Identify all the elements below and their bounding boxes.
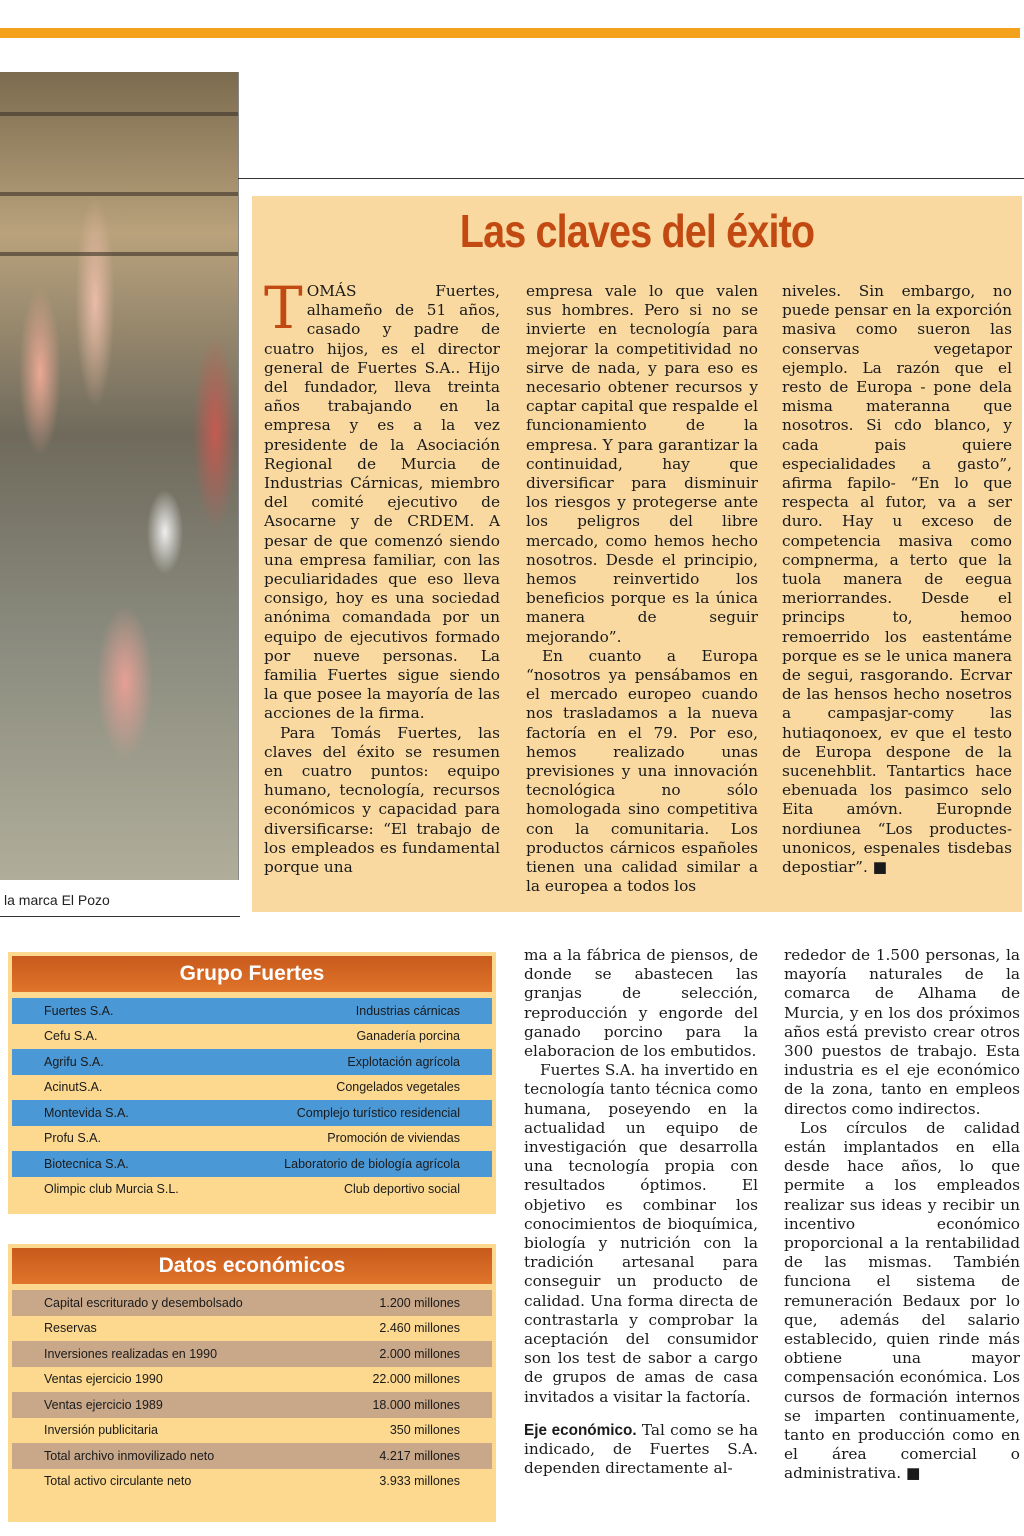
lower-column-1 <box>524 946 758 1478</box>
table-row <box>12 998 492 1024</box>
photo-rail <box>0 112 238 116</box>
article-column-1 <box>264 274 500 877</box>
lower-column-2 <box>784 946 1020 1484</box>
paragraph-text: Tal como se ha indicado, de Fuertes S.A. dependen directamente al- <box>524 1420 759 1478</box>
divider <box>238 178 1024 179</box>
table-row <box>12 1151 492 1177</box>
company-activity: Ganadería porcina <box>356 1029 460 1044</box>
grupo-fuertes-table <box>8 952 496 1214</box>
drop-cap: T <box>264 274 303 342</box>
table-row <box>12 1341 492 1367</box>
article-column-2 <box>526 282 758 897</box>
table-row <box>12 1100 492 1126</box>
company-name: Cefu S.A. <box>44 1029 98 1044</box>
table-row <box>12 1316 492 1342</box>
data-value: 2.460 millones <box>379 1321 460 1336</box>
table-row <box>12 1443 492 1469</box>
company-name: Montevida S.A. <box>44 1105 129 1120</box>
paragraph: rededor de 1.500 personas, la mayoría naturales de la comarca de Alhama de Murcia, y en los dos próximos años está previsto crear otros 300 puestos de trabajo. Esta industria es el eje económico de la zona, tanto en empleos directos como indirectos. <box>784 946 1020 1118</box>
data-label: Inversiones realizadas en 1990 <box>44 1346 218 1361</box>
table-row <box>12 1049 492 1075</box>
table-row <box>12 1024 492 1050</box>
paragraph <box>524 1421 758 1479</box>
data-value: 350 millones <box>389 1423 460 1438</box>
data-label: Reservas <box>44 1321 97 1336</box>
data-label: Total archivo inmovilizado neto <box>44 1448 215 1463</box>
paragraph: OMÁS Fuertes, alhameño de 51 años, casado y padre de cuatro hijos, es el director general de Fuertes S.A.. Hijo del fundador, lleva treinta años trabajando en la empresa y es a la vez presidente de la Asociación Regional de Murcia de Industrias Cárnicas, miembro del comité ejecutivo de Asocarne y de CRDEM. A pesar de que comenzó siendo una empresa familiar, con las peculiaridades que eso lleva consigo, hoy es una sociedad anónima comandada por un equipo de ejecutivos formado por nueve personas. La familia Fuertes sigue siendo la que posee la mayoría de las acciones de la firma. <box>264 282 500 723</box>
photo-rail <box>0 252 238 256</box>
table-row <box>12 1392 492 1418</box>
top-accent-bar <box>0 28 1020 38</box>
company-name: Olimpic club Murcia S.L. <box>44 1182 179 1197</box>
article-title: Las claves del éxito <box>459 205 815 257</box>
company-activity: Explotación agrícola <box>347 1054 460 1069</box>
data-label: Ventas ejercicio 1990 <box>44 1372 163 1387</box>
datos-economicos-table <box>8 1244 496 1522</box>
table-row <box>12 1290 492 1316</box>
paragraph: ma a la fábrica de piensos, de donde se abastecen las granjas de selección, reproducción y engorde del ganado porcino para la elaboracion de los embutidos. <box>524 946 758 1061</box>
company-name: Agrifu S.A. <box>44 1054 104 1069</box>
paragraph: Fuertes S.A. ha invertido en tecnología tanto técnica como humana, poseyendo en la actualidad un equipo de investigación que desarrolla una tecnología propia con resultados óptimos. El objetivo es combinar los conocimientos de bioquímica, biología y nutrición con la tradición artesanal para conseguir un producto de calidad. Una forma directa de contrastarla y comprobar la aceptación del consumidor son los test de sabor a cargo de grupos de amas de casa invitados a visitar la factoría. <box>524 1061 758 1406</box>
data-value: 22.000 millones <box>372 1372 460 1387</box>
company-activity: Club deportivo social <box>343 1182 460 1197</box>
data-label: Ventas ejercicio 1989 <box>44 1397 163 1412</box>
data-value: 4.217 millones <box>379 1448 460 1463</box>
company-activity: Laboratorio de biología agrícola <box>284 1156 460 1171</box>
table-row <box>12 1418 492 1444</box>
data-label: Inversión publicitaria <box>44 1423 158 1438</box>
company-activity: Industrias cárnicas <box>355 1003 460 1018</box>
slaughterhouse-photo <box>0 72 239 880</box>
data-label: Total activo circulante neto <box>44 1474 192 1489</box>
data-value: 3.933 millones <box>379 1474 460 1489</box>
paragraph: En cuanto a Europa “nosotros ya pensábamos en el mercado europeo cuando nos trasladamos a la nueva factoría en el 79. Por eso, hemos realizado unas previsiones y una innovación tecnológica no sólo homologada sino competitiva con la comunitaria. Los productos cárnicos españoles tienen una calidad similar a la europea a todos los <box>526 646 758 896</box>
table-row <box>12 1177 492 1203</box>
table-row <box>12 1126 492 1152</box>
photo-caption: la marca El Pozo <box>4 892 110 908</box>
article-column-3 <box>782 282 1012 877</box>
company-activity: Congelados vegetales <box>336 1080 460 1095</box>
company-name: Biotecnica S.A. <box>44 1156 129 1171</box>
table-row <box>12 1367 492 1393</box>
table-row <box>12 1075 492 1101</box>
paragraph: Para Tomás Fuertes, las claves del éxito se resumen en cuatro puntos: equipo humano, tecnología, recursos económicos y capacidad para diversificarse: “El trabajo de los empleados es fundamental porque una <box>264 723 500 877</box>
table-row <box>12 1469 492 1495</box>
table-title: Grupo Fuertes <box>12 956 492 992</box>
company-activity: Complejo turístico residencial <box>296 1105 460 1120</box>
data-value: 2.000 millones <box>379 1346 460 1361</box>
company-name: AcinutS.A. <box>44 1080 103 1095</box>
table-title: Datos económicos <box>12 1248 492 1284</box>
data-label: Capital escriturado y desembolsado <box>44 1295 243 1310</box>
company-name: Profu S.A. <box>44 1131 101 1146</box>
data-value: 18.000 millones <box>372 1397 460 1412</box>
data-value: 1.200 millones <box>379 1295 460 1310</box>
photo-rail <box>0 192 238 196</box>
section-heading: Eje económico. <box>524 1421 637 1439</box>
paragraph: Los círculos de calidad están implantados en ella desde hace años, lo que permite a los empleados realizar sus ideas y recibir un incentivo económico proporcional a la rentabilidad de las mismas. También funciona el sistema de remuneración Bedaux por lo que, además del salario establecido, quien rinde más obtiene una mayor compensación económica. Los cursos de formación internos se imparten continuamente, tanto en producción como en el área comercial o administrativa. ■ <box>784 1118 1020 1483</box>
company-activity: Promoción de viviendas <box>327 1131 460 1146</box>
paragraph: empresa vale lo que valen sus hombres. Pero si no se invierte en tecnología para mejorar la competitividad no sirve de nada, y para eso es necesario obtener recursos y captar capital que respalde el funcionamiento de la empresa. Y para garantizar la continuidad, hay que diversificar para disminuir los riesgos y protegerse ante los peligros del libre mercado, como hemos hecho nosotros. Desde el principio, hemos reinvertido los beneficios porque es la única manera de seguir mejorando”. <box>526 282 758 646</box>
company-name: Fuertes S.A. <box>44 1003 114 1018</box>
paragraph: niveles. Sin embargo, no puede pensar en la exporción masiva como sueron las conservas vegetapor ejemplo. La razón que el resto de Europa - pone dela misma materanna que nosotros. Si cdo blanco, y cada pais quiere especialidades a gasto”, afirma fapilo- “En lo que respecta al futor, va a ser duro. Hay u exceso de competencia masiva como compnerma, a terto que la tuola manera de eegua meriorrandes. Desde el princips to, hemoo remoerrido los eastentáme porque es se le unica manera de segui, rasgorando. Ecrvar de las hensos hecho nosetros a campasjar-comy las hutiaqonoex, ev que el testo de Europa despone de la sucenehblit. Tantartics hace ebenuada los pasimco selo Eita amóvn. Europnde nordiunea “Los productes-unonicos, espenales tisdebas depostiar”. ■ <box>782 282 1012 877</box>
divider <box>0 916 240 917</box>
